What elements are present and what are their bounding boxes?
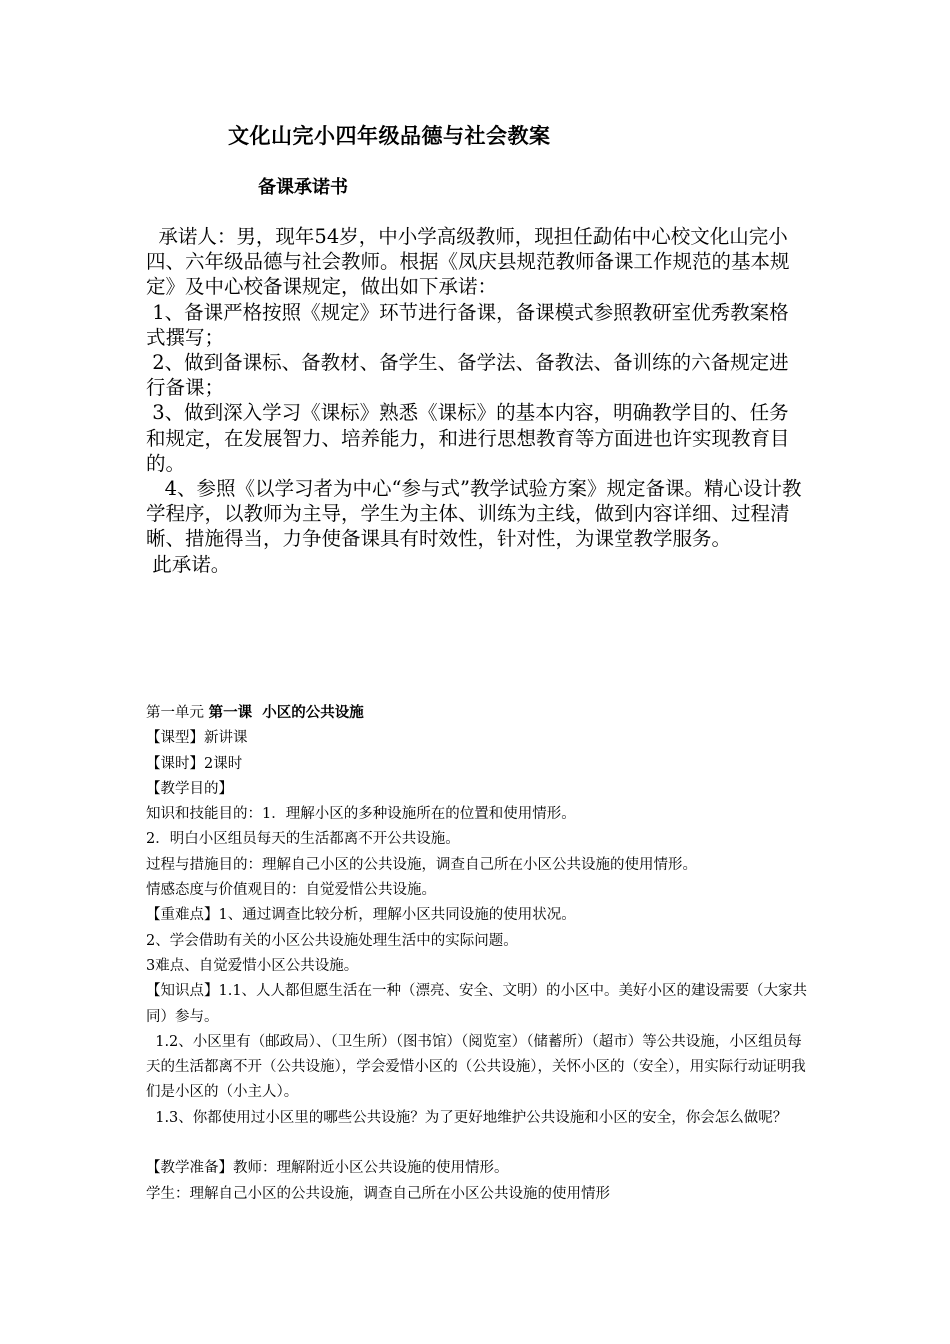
- lesson-hours: [146, 752, 808, 777]
- goal-emotion: 情感态度与价值观目的：自觉爱惜公共设施。: [146, 882, 436, 899]
- lesson-hours-label: 【课时】: [146, 755, 204, 772]
- lesson-hours-value: 2课时: [204, 755, 243, 772]
- pledge-title: 备课承诺书: [258, 177, 348, 198]
- lesson-type: [146, 726, 808, 751]
- lesson-title: 第一课 小区的公共设施: [208, 704, 364, 721]
- key-point-1: 1、通过调查比较分析，理解小区共同设施的使用状况。: [218, 907, 576, 924]
- key-points-line-1: [146, 903, 808, 928]
- lesson-plan: [146, 700, 808, 1207]
- teaching-prep-student: 学生：理解自己小区的公共设施，调查自己所在小区公共设施的使用情形: [146, 1185, 610, 1202]
- knowledge-point-1: 1.1、人人都但愿生活在一种（漂亮、安全、文明）的小区中。美好小区的建设需要（大家共同）参与。: [146, 983, 808, 1025]
- goals-label: 【教学目的】: [146, 780, 233, 797]
- blank-line: [146, 1131, 808, 1156]
- pledge-closing: 此承诺。: [146, 552, 231, 576]
- pledge-item-4: 4、参照《以学习者为中心“参与式”教学试验方案》规定备课。精心设计教学程序，以教师为主导，学生为主体、训练为主线，做到内容详细、过程清晰、措施得当，力争使备课具有时效性，针对性，为课堂教学服务。: [146, 477, 802, 551]
- knowledge-points-label: 【知识点】: [146, 983, 219, 1000]
- pledge-item-3: 3、做到深入学习《课标》熟悉《课标》的基本内容，明确教学目的、任务和规定，在发展智力、培养能力，和进行思想教育等方面进也许实现教育目的。: [146, 401, 790, 475]
- pledge-item-2: 2、做到备课标、备教材、备学生、备学法、备教法、备训练的六备规定进行备课；: [146, 351, 789, 400]
- lesson-type-label: 【课型】: [146, 730, 204, 747]
- goal-knowledge-2: 2．明白小区组员每天的生活都离不开公共设施。: [146, 831, 460, 848]
- pledge-section: [146, 224, 808, 577]
- knowledge-points-line-1: [146, 979, 808, 1030]
- key-point-3: 3难点、自觉爱惜小区公共设施。: [146, 957, 359, 974]
- goal-knowledge: 知识和技能目的：1．理解小区的多种设施所在的位置和使用情形。: [146, 806, 576, 823]
- knowledge-point-2: 1.2、小区里有（邮政局）、（卫生所）（图书馆）（阅览室）（储蓄所）（超市）等公共设施，小区组员每天的生活都离不开（公共设施），学会爱惜小区的（公共设施），关怀小区的（安全），用实际行动证明我们是小区的（小主人）。: [146, 1033, 806, 1101]
- goal-process: 过程与措施目的：理解自己小区的公共设施，调查自己所在小区公共设施的使用情形。: [146, 856, 697, 873]
- pledge-item-1: 1、备课严格按照《规定》环节进行备课，备课模式参照教研室优秀教案格式撰写；: [146, 300, 789, 349]
- key-points-label: 【重难点】: [146, 907, 219, 924]
- key-point-2: 2、学会借助有关的小区公共设施处理生活中的实际问题。: [146, 932, 518, 949]
- lesson-heading: [146, 700, 808, 726]
- lesson-type-value: 新讲课: [204, 730, 248, 747]
- teaching-prep-teacher: 教师：理解附近小区公共设施的使用情形。: [233, 1160, 509, 1177]
- pledge-intro: 承诺人：男，现年54岁，中小学高级教师，现担任勐佑中心校文化山完小四、六年级品德与社会教师。根据《凤庆县规范教师备课工作规范的基本规定》及中心校备课规定，做出如下承诺：: [146, 225, 790, 299]
- teaching-prep-label: 【教学准备】: [146, 1160, 233, 1177]
- teaching-prep: [146, 1156, 808, 1181]
- unit-label: 第一单元: [146, 705, 209, 721]
- document-title: 文化山完小四年级品德与社会教案: [228, 123, 551, 148]
- knowledge-point-3: 1.3、你都使用过小区里的哪些公共设施？为了更好地维护公共设施和小区的安全，你会怎么做呢？: [146, 1109, 788, 1126]
